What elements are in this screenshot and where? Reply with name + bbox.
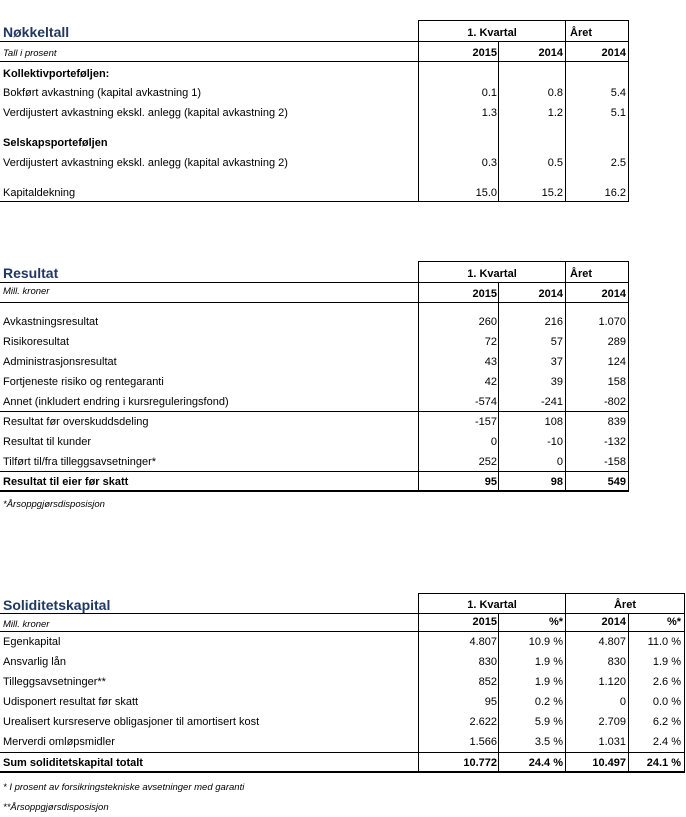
divider: [418, 261, 419, 492]
row-value: -157: [474, 416, 497, 428]
row-value: 95: [484, 476, 497, 488]
row-value: 124: [607, 356, 626, 368]
row-value: 0.2 %: [534, 696, 563, 708]
row-value: 24.1 %: [646, 757, 681, 769]
soliditet-unit: Mill. kroner: [3, 619, 50, 630]
row-value: 37: [550, 356, 563, 368]
row-value: 158: [607, 376, 626, 388]
row-value: 39: [550, 376, 563, 388]
nokkeltall-col-aret-2014: 2014: [601, 47, 626, 59]
row-value: 2.709: [598, 716, 626, 728]
resultat-col-aret-2014: 2014: [601, 288, 626, 300]
row-value: 1.2: [547, 107, 563, 119]
soliditet-col-2014: 2014: [601, 616, 626, 628]
row-value: -10: [547, 436, 563, 448]
divider: [0, 771, 685, 773]
soliditet-title: Soliditetskapital: [3, 597, 111, 613]
divider: [0, 490, 629, 492]
resultat-footnote: *Årsoppgjørsdisposisjon: [3, 499, 105, 510]
soliditet-col-2015: 2015: [472, 616, 497, 628]
resultat-hdr-kvartal: 1. Kvartal: [467, 268, 517, 280]
nokkeltall-col-2014: 2014: [538, 47, 563, 59]
soliditet-col-pct: %*: [548, 616, 563, 628]
row-value: 3.5 %: [534, 736, 563, 748]
row-value: 16.2: [604, 187, 626, 199]
row-label: Resultat til eier før skatt: [3, 476, 129, 488]
row-value: 2.6 %: [652, 676, 681, 688]
nokkeltall-unit: Tall i prosent: [3, 48, 57, 59]
row-value: -574: [474, 396, 497, 408]
row-value: 289: [607, 336, 626, 348]
row-label: Tilført til/fra tilleggsavsetninger*: [3, 456, 157, 468]
row-label: Kapitaldekning: [3, 187, 76, 199]
resultat-hdr-aret: Året: [570, 268, 593, 280]
resultat-col-2015: 2015: [472, 288, 497, 300]
row-value: 0: [490, 436, 497, 448]
row-label: Resultat før overskuddsdeling: [3, 416, 149, 428]
row-value: 1.9 %: [652, 656, 681, 668]
row-label: Udisponert resultat før skatt: [3, 696, 139, 708]
divider: [684, 593, 685, 773]
row-label: Urealisert kursreserve obligasjoner til amortisert kost: [3, 716, 260, 728]
row-value: 15.2: [541, 187, 563, 199]
row-value: 2.622: [469, 716, 497, 728]
nokkeltall-hdr-aret: Året: [570, 27, 593, 39]
divider: [565, 261, 566, 492]
row-value: 0.5: [547, 157, 563, 169]
divider: [0, 752, 685, 753]
row-label: Risikoresultat: [3, 336, 70, 348]
divider: [0, 282, 629, 283]
row-value: 108: [544, 416, 563, 428]
row-value: 57: [550, 336, 563, 348]
row-value: 11.0 %: [647, 636, 681, 648]
row-value: 0.8: [547, 87, 563, 99]
divider: [0, 471, 629, 472]
row-value: 852: [478, 676, 497, 688]
row-value: 2.5: [610, 157, 626, 169]
divider: [418, 20, 629, 21]
row-value: 43: [484, 356, 497, 368]
row-value: 5.4: [610, 87, 626, 99]
row-label: Merverdi omløpsmidler: [3, 736, 115, 748]
row-value: 0.0 %: [652, 696, 681, 708]
row-value: 216: [544, 316, 563, 328]
resultat-col-2014: 2014: [538, 288, 563, 300]
divider: [0, 201, 629, 202]
row-value: -158: [603, 456, 626, 468]
row-label: Sum soliditetskapital totalt: [3, 757, 143, 769]
row-value: 5.9 %: [534, 716, 563, 728]
row-value: 72: [484, 336, 497, 348]
row-value: 15.0: [475, 187, 497, 199]
divider: [0, 302, 629, 303]
row-label: Tilleggsavsetninger**: [3, 676, 106, 688]
soliditet-hdr-aret: Året: [613, 599, 636, 611]
row-label: Fortjeneste risiko og rentegaranti: [3, 376, 164, 388]
divider: [0, 41, 629, 42]
divider: [628, 613, 629, 773]
nokkeltall-title: Nøkkeltall: [3, 24, 70, 40]
row-label: Avkastningsresultat: [3, 316, 99, 328]
row-value: 0: [556, 456, 563, 468]
row-value: 830: [478, 656, 497, 668]
row-value: 1.9 %: [534, 676, 563, 688]
nokkeltall-hdr-kvartal: 1. Kvartal: [467, 27, 517, 39]
row-value: 10.497: [592, 757, 626, 769]
row-value: 10.772: [463, 757, 497, 769]
row-value: 1.070: [598, 316, 626, 328]
divider: [418, 593, 419, 773]
row-value: 839: [607, 416, 626, 428]
row-value: 830: [607, 656, 626, 668]
row-value: 4.807: [598, 636, 626, 648]
row-label: Ansvarlig lån: [3, 656, 66, 668]
row-value: 1.3: [481, 107, 497, 119]
row-value: 2.4 %: [652, 736, 681, 748]
row-value: 252: [478, 456, 497, 468]
divider: [628, 261, 629, 492]
row-value: -132: [603, 436, 626, 448]
row-value: 1.120: [598, 676, 626, 688]
row-label: Annet (inkludert endring i kursreguleringsfond): [3, 396, 229, 408]
row-label: Administrasjonsresultat: [3, 356, 117, 368]
divider: [498, 282, 499, 492]
row-value: 95: [484, 696, 497, 708]
soliditet-hdr-kvartal: 1. Kvartal: [467, 599, 517, 611]
row-value: 260: [478, 316, 497, 328]
row-value: 0.1: [481, 87, 497, 99]
row-value: 1.031: [598, 736, 626, 748]
row-value: 98: [550, 476, 563, 488]
row-label: Bokført avkastning (kapital avkastning 1): [3, 87, 202, 99]
nokkeltall-section-selskap: Selskapsporteføljen: [3, 137, 108, 149]
divider: [0, 613, 685, 614]
row-value: 42: [484, 376, 497, 388]
divider: [0, 631, 685, 632]
row-value: 6.2 %: [652, 716, 681, 728]
divider: [418, 593, 685, 594]
divider: [498, 613, 499, 773]
divider: [628, 20, 629, 202]
row-value: 1.566: [469, 736, 497, 748]
row-label: Verdijustert avkastning ekskl. anlegg (kapital avkastning 2): [3, 157, 288, 169]
soliditet-col-pct-aret: %*: [666, 616, 681, 628]
nokkeltall-col-2015: 2015: [472, 47, 497, 59]
row-value: 1.9 %: [534, 656, 563, 668]
divider: [565, 20, 566, 202]
nokkeltall-section-kollektiv: Kollektivporteføljen:: [3, 68, 110, 80]
row-value: 24.4 %: [528, 757, 563, 769]
row-value: 10.9 %: [528, 636, 563, 648]
divider: [0, 61, 629, 62]
row-value: 0.3: [481, 157, 497, 169]
row-label: Resultat til kunder: [3, 436, 92, 448]
soliditet-footnote-1: * I prosent av forsikringstekniske avsetninger med garanti: [3, 782, 245, 793]
row-value: 549: [607, 476, 626, 488]
row-value: -241: [540, 396, 563, 408]
resultat-title: Resultat: [3, 265, 59, 281]
row-label: Verdijustert avkastning ekskl. anlegg (kapital avkastning 2): [3, 107, 288, 119]
resultat-unit: Mill. kroner: [3, 286, 50, 297]
divider: [418, 20, 419, 202]
divider: [498, 41, 499, 202]
divider: [565, 593, 566, 773]
row-value: 0: [619, 696, 626, 708]
row-value: 5.1: [610, 107, 626, 119]
row-value: -802: [603, 396, 626, 408]
row-value: 4.807: [469, 636, 497, 648]
row-label: Egenkapital: [3, 636, 61, 648]
divider: [0, 411, 629, 412]
divider: [418, 261, 629, 262]
soliditet-footnote-2: **Årsoppgjørsdisposisjon: [3, 802, 109, 813]
